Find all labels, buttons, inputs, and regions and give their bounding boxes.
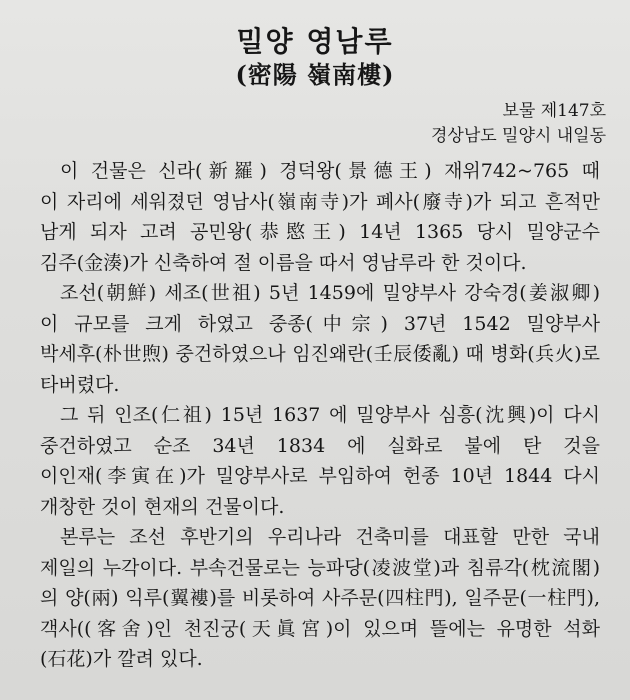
description-body — [40, 156, 600, 675]
text-line: 이 자리에 세워졌던 영남사(嶺南寺)가 폐사(廢寺)가 되고 흔적만 — [40, 190, 600, 213]
text-line: 박세후(朴世煦) 중건하였으나 임진왜란(壬辰倭亂) 때 병화(兵火)로 — [40, 343, 600, 365]
text-line: 제일의 누각이다. 부속건물로는 능파당(凌波堂)과 침류각(枕流閣) — [40, 556, 600, 579]
text-line: 개창한 것이 현재의 건물이다. — [40, 495, 285, 518]
treasure-designation: 보물 제147호 — [502, 101, 606, 121]
text-line: 객사((客舍)인 천진궁(天眞宮)이 있으며 뜰에는 유명한 석화 — [40, 617, 600, 640]
sign-title: 밀양 영남루 — [236, 25, 394, 58]
text-line: 이인재(李寅在)가 밀양부사로 부임하여 헌종 10년 1844 다시 — [40, 465, 600, 487]
text-line: 이 규모를 크게 하였고 중종(中宗) 37년 1542 밀양부사 — [40, 312, 600, 335]
text-line: 그 뒤 인조(仁祖) 15년 1637 에 밀양부사 심흥(沈興)이 다시 — [60, 404, 600, 426]
text-line: (石花)가 깔려 있다. — [40, 648, 203, 670]
text-line: 조선(朝鮮) 세조(世祖) 5년 1459에 밀양부사 강숙경(姜淑卿) — [60, 282, 600, 304]
text-line: 타버렸다. — [40, 373, 120, 396]
text-line: 김주(金湊)가 신축하여 절 이름을 따서 영남루라 한 것이다. — [40, 251, 527, 274]
text-line: 중건하였고 순조 34년 1834 에 실화로 불에 탄 것을 — [40, 434, 600, 457]
text-line: 본루는 조선 후반기의 우리나라 건축미를 대표할 만한 국내 — [60, 526, 600, 548]
text-line: 남게 되자 고려 공민왕(恭愍王) 14년 1365 당시 밀양군수 — [40, 221, 600, 243]
sign-subtitle-hanja: (密陽 嶺南樓) — [235, 60, 395, 89]
text-line: 이 건물은 신라(新羅) 경덕왕(景德王) 재위742~765 때 — [60, 160, 600, 182]
text-line: 의 양(兩) 익루(翼褸)를 비롯하여 사주문(四柱門), 일주문(一柱門), — [40, 587, 600, 609]
location-address: 경상남도 밀양시 내일동 — [430, 126, 606, 146]
